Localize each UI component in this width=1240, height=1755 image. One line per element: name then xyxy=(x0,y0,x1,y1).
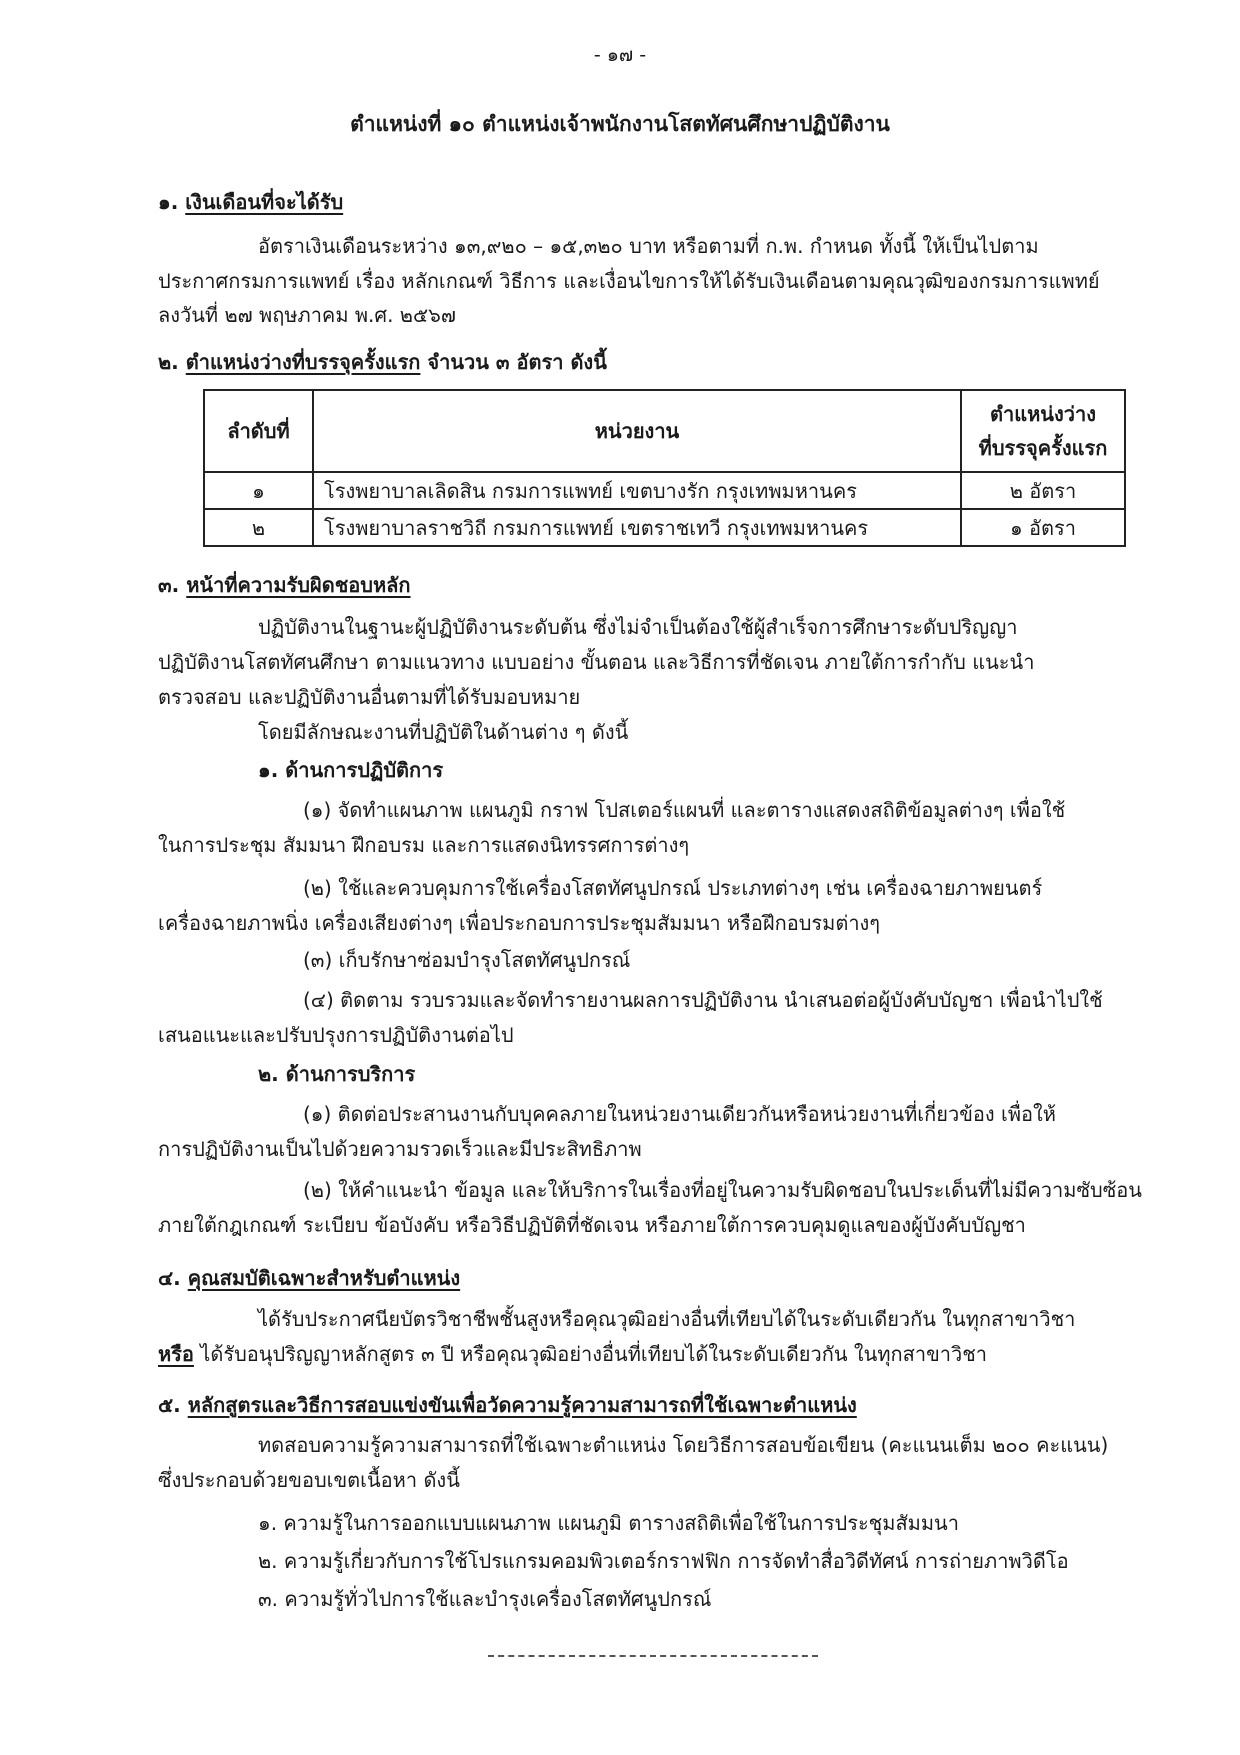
sub2-heading: ๒. ด้านการบริการ xyxy=(258,1062,416,1086)
section4-title: คุณสมบัติเฉพาะสำหรับตำแหน่ง xyxy=(187,1266,461,1290)
section3-intro-line: ปฏิบัติงานโสตทัศนศึกษา ตามแนวทาง แบบอย่าง ขั้นตอน และวิธีการที่ชัดเจน ภายใต้การกำกับ แนะนำ xyxy=(158,650,1035,674)
section1-heading xyxy=(158,186,343,218)
vacancy-table xyxy=(203,389,1126,547)
section5-line: ซึ่งประกอบด้วยขอบเขตเนื้อหา ดังนี้ xyxy=(158,1468,460,1492)
section4-heading xyxy=(158,1262,460,1294)
table-row xyxy=(204,509,1125,546)
col-header-unit: หน่วยงาน xyxy=(313,390,961,472)
table-row xyxy=(204,472,1125,509)
section1-line: ประกาศกรมการแพทย์ เรื่อง หลักเกณฑ์ วิธีการ และเงื่อนไขการให้ได้รับเงินเดือนตามคุณวุฒิของกรมการแพทย์ xyxy=(158,269,1100,293)
sub2-line: (๒) ให้คำแนะนำ ข้อมูล และให้บริการในเรื่องที่อยู่ในความรับผิดชอบในประเด็นที่ไม่มีความซับซ้อน xyxy=(303,1178,1142,1202)
sub1-line: เสนอแนะและปรับปรุงการปฏิบัติงานต่อไป xyxy=(158,1023,514,1047)
col-header-vacancy-line1: ตำแหน่งว่าง xyxy=(990,402,1096,426)
sub1-line: (๑) จัดทำแผนภาพ แผนภูมิ กราฟ โปสเตอร์แผนที่ และตารางแสดงสถิติข้อมูลต่างๆ เพื่อใช้ xyxy=(303,798,1066,822)
section3-heading xyxy=(158,569,411,601)
section4-or-word: หรือ xyxy=(158,1342,194,1366)
cell-order: ๑ xyxy=(204,472,313,509)
section5-title: หลักสูตรและวิธีการสอบแข่งขันเพื่อวัดความรู้ความสามารถที่ใช้เฉพาะตำแหน่ง xyxy=(187,1393,857,1417)
sub1-line: เครื่องฉายภาพนิ่ง เครื่องเสียงต่างๆ เพื่อประกอบการประชุมสัมมนา หรือฝึกอบรมต่างๆ xyxy=(158,911,881,935)
section3-intro-line: ปฏิบัติงานในฐานะผู้ปฏิบัติงานระดับต้น ซึ่งไม่จำเป็นต้องใช้ผู้สำเร็จการศึกษาระดับปริญญา xyxy=(258,615,1018,639)
col-header-vacancy-line2: ที่บรรจุครั้งแรก xyxy=(978,436,1108,460)
sub1-line: (๒) ใช้และควบคุมการใช้เครื่องโสตทัศนูปกรณ์ ประเภทต่างๆ เช่น เครื่องฉายภาพยนตร์ xyxy=(303,876,1043,900)
section3-intro-line: ตรวจสอบ และปฏิบัติงานอื่นตามที่ได้รับมอบหมาย xyxy=(158,685,581,709)
page-number xyxy=(0,40,1240,70)
sub1-line: (๓) เก็บรักษาซ่อมบำรุงโสตทัศนูปกรณ์ xyxy=(303,948,631,972)
section2-heading xyxy=(158,346,607,378)
sub2-line: ภายใต้กฎเกณฑ์ ระเบียบ ข้อบังคับ หรือวิธีปฏิบัติที่ชัดเจน หรือภายใต้การควบคุมดูแลของผู้บังคับบัญชา xyxy=(158,1213,1026,1237)
document-title xyxy=(0,108,1240,141)
section2-number: ๒. xyxy=(158,350,179,374)
section2-title: ตำแหน่งว่างที่บรรจุครั้งแรก xyxy=(185,350,421,374)
cell-unit: โรงพยาบาลราชวิถี กรมการแพทย์ เขตราชเทวี กรุงเทพมหานคร xyxy=(313,509,961,546)
section2-title-rest: จำนวน ๓ อัตรา ดังนี้ xyxy=(427,350,607,374)
document-title-text: ตำแหน่งที่ ๑๐ ตำแหน่งเจ้าพนักงานโสตทัศนศึกษาปฏิบัติงาน xyxy=(350,112,890,136)
section5-line: ทดสอบความรู้ความสามารถที่ใช้เฉพาะตำแหน่ง โดยวิธีการสอบข้อเขียน (คะแนนเต็ม ๒๐๐ คะแนน) xyxy=(258,1433,1109,1457)
col-header-order: ลำดับที่ xyxy=(204,390,313,472)
section4-line2 xyxy=(158,1338,987,1370)
sub1-line: ในการประชุม สัมมนา ฝึกอบรม และการแสดงนิทรรศการต่างๆ xyxy=(158,833,690,857)
sub1-heading: ๑. ด้านการปฏิบัติการ xyxy=(258,758,444,782)
section1-line: อัตราเงินเดือนระหว่าง ๑๓,๙๒๐ – ๑๕,๓๒๐ บาท หรือตามที่ ก.พ. กำหนด ทั้งนี้ ให้เป็นไปตาม xyxy=(258,234,1039,258)
cell-unit: โรงพยาบาลเลิดสิน กรมการแพทย์ เขตบางรัก กรุงเทพมหานคร xyxy=(313,472,961,509)
sub2-line: การปฏิบัติงานเป็นไปด้วยความรวดเร็วและมีประสิทธิภาพ xyxy=(158,1137,642,1161)
cell-count: ๒ อัตรา xyxy=(961,472,1125,509)
sub2-line: (๑) ติดต่อประสานงานกับบุคคลภายในหน่วยงานเดียวกันหรือหน่วยงานที่เกี่ยวข้อง เพื่อให้ xyxy=(303,1102,1056,1126)
section3-title: หน้าที่ความรับผิดชอบหลัก xyxy=(186,573,411,597)
section4-number: ๔. xyxy=(158,1266,181,1290)
cell-count: ๑ อัตรา xyxy=(961,509,1125,546)
section1-title: เงินเดือนที่จะได้รับ xyxy=(185,190,344,214)
section4-line2-text: ได้รับอนุปริญญาหลักสูตร ๓ ปี หรือคุณวุฒิอย่างอื่นที่เทียบได้ในระดับเดียวกัน ในทุกสาขาวิชา xyxy=(193,1342,988,1366)
section4-line: ได้รับประกาศนียบัตรวิชาชีพชั้นสูงหรือคุณวุฒิอย่างอื่นที่เทียบได้ในระดับเดียวกัน ในทุกสาขาวิชา xyxy=(258,1307,1076,1331)
section3-number: ๓. xyxy=(158,573,180,597)
section3-intro-line: โดยมีลักษณะงานที่ปฏิบัติในด้านต่าง ๆ ดังนี้ xyxy=(258,720,629,744)
section5-number: ๕. xyxy=(158,1393,181,1417)
page-number-text: - ๑๗ - xyxy=(593,44,647,66)
section5-item: ๒. ความรู้เกี่ยวกับการใช้โปรแกรมคอมพิวเตอร์กราฟฟิก การจัดทำสื่อวิดีทัศน์ การถ่ายภาพวิดีโอ xyxy=(258,1549,1069,1573)
section5-item: ๑. ความรู้ในการออกแบบแผนภาพ แผนภูมิ ตารางสถิติเพื่อใช้ในการประชุมสัมมนา xyxy=(258,1511,959,1535)
section5-heading xyxy=(158,1389,857,1421)
section5-item: ๓. ความรู้ทั่วไปการใช้และบำรุงเครื่องโสตทัศนูปกรณ์ xyxy=(258,1587,712,1611)
section1-number: ๑. xyxy=(158,190,179,214)
table-header-row xyxy=(204,390,1125,472)
end-divider xyxy=(488,1655,818,1657)
col-header-vacancy xyxy=(961,390,1125,472)
sub1-line: (๔) ติดตาม รวบรวมและจัดทำรายงานผลการปฏิบัติงาน นำเสนอต่อผู้บังคับบัญชา เพื่อนำไปใช้ xyxy=(303,988,1103,1012)
section1-line: ลงวันที่ ๒๗ พฤษภาคม พ.ศ. ๒๕๖๗ xyxy=(158,303,456,327)
cell-order: ๒ xyxy=(204,509,313,546)
